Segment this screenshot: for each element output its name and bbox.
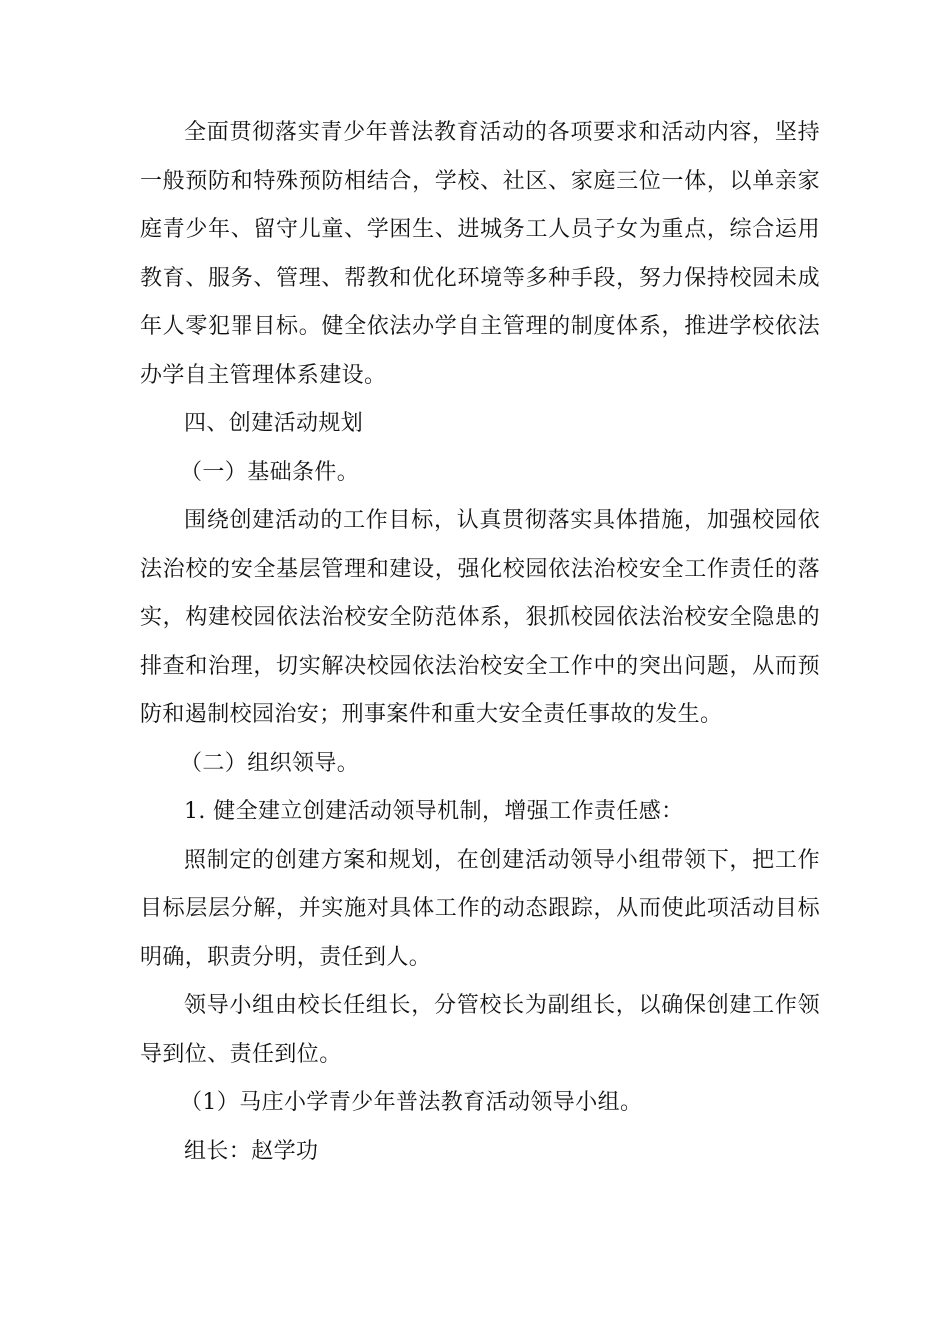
paragraph-basic-conditions: 围绕创建活动的工作目标，认真贯彻落实具体措施，加强校园依法治校的安全基层管理和建设，强化校园依法治校安全工作责任的落实，构建校园依法治校安全防范体系，狠抓校园依法治校安全隐患的排查和治理，切实解决校园依法治校安全工作中的突出问题，从而预防和遏制校园治安；刑事案件和重大安全责任事故的发生。 [140,508,820,727]
paragraph-group-leader: 组长：赵学功 [184,1138,319,1164]
document-body [140,109,820,1176]
subsection-heading-organization: （二）组织领导。 [180,750,360,776]
list-item-leadership-mechanism: 1. 健全建立创建活动领导机制，增强工作责任感： [184,799,684,824]
paragraph-goal: 全面贯彻落实青少年普法教育活动的各项要求和活动内容，坚持一般预防和特殊预防相结合，学校、社区、家庭三位一体，以单亲家庭青少年、留守儿童、学困生、进城务工人员子女为重点，综合运用教育、服务、管理、帮教和优化环境等多种手段，努力保持校园未成年人零犯罪目标。健全依法办学自主管理的制度体系，推进学校依法办学自主管理体系建设。 [140,120,820,388]
subsection-heading-basic-conditions: （一）基础条件。 [180,459,360,485]
paragraph-leadership-group: 领导小组由校长任组长，分管校长为副组长，以确保创建工作领导到位、责任到位。 [140,993,820,1067]
section-heading-planning: 四、创建活动规划 [184,411,364,436]
paragraph-plan-execution: 照制定的创建方案和规划，在创建活动领导小组带领下，把工作目标层层分解，并实施对具体工作的动态跟踪，从而使此项活动目标明确，职责分明，责任到人。 [140,847,820,970]
list-item-school-group: （1）马庄小学青少年普法教育活动领导小组。 [180,1090,643,1115]
